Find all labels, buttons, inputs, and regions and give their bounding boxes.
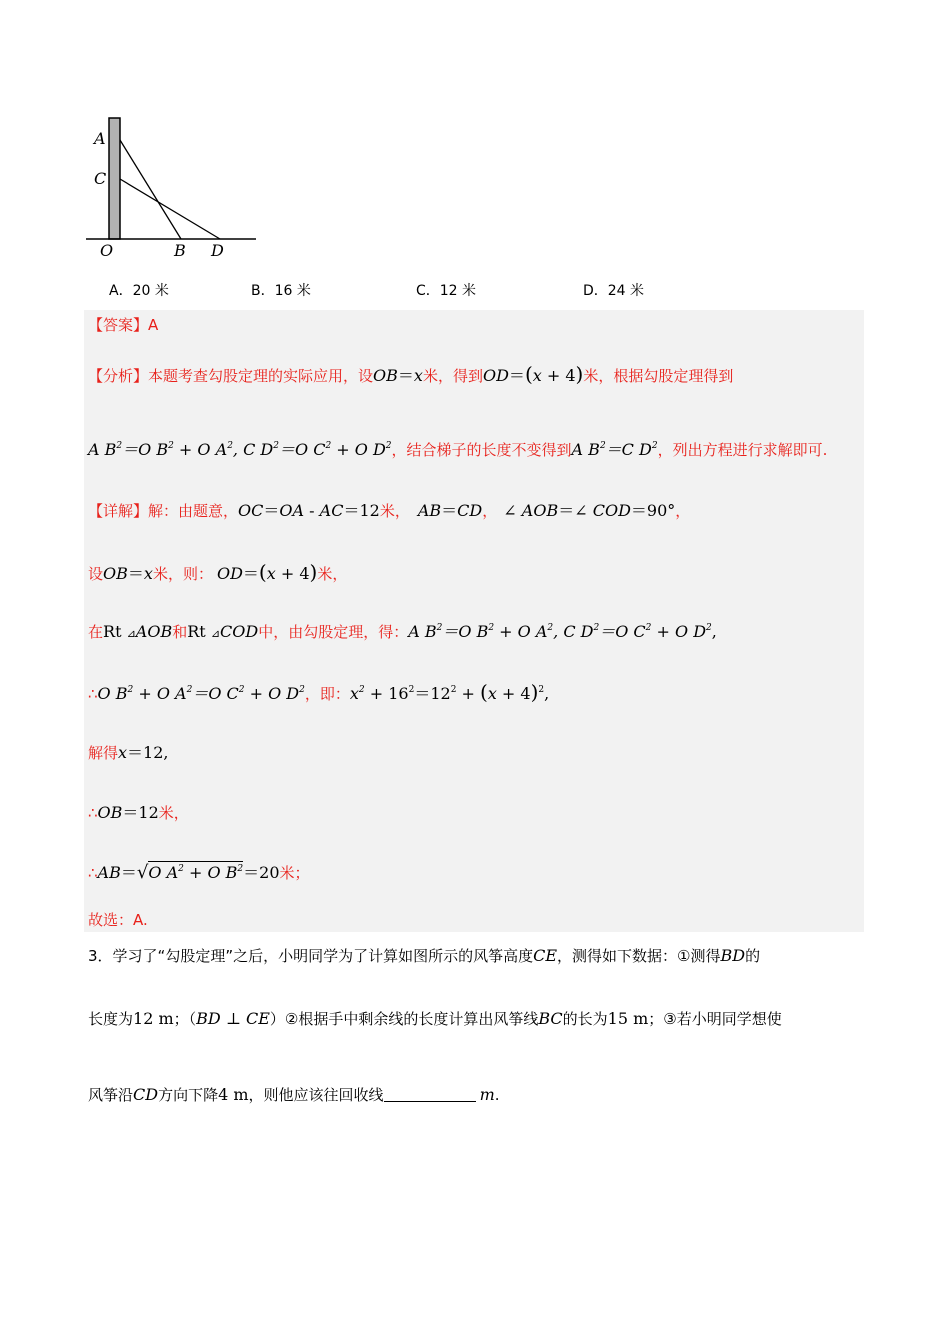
choice-c: C．12 米 [416, 283, 477, 299]
q3-l3c: ，则他应该往回收线 [248, 1086, 384, 1104]
detail-line-3: 在Rt ⊿AOB和Rt ⊿COD中，由勾股定理，得：A $B^2=O$ $B^2 + O$ $A^2$, C $D^2=O$ $C^2 + O$ $D^2$, [88, 622, 717, 641]
ladder-ab [120, 140, 181, 239]
answer-label: 【答案】A [88, 316, 159, 334]
q3-l3b: 方向下降 [158, 1086, 219, 1104]
q3-l1b: ，测得如下数据：①测得 [557, 947, 721, 965]
answer-blank[interactable] [384, 1085, 476, 1102]
q3-l2d: 的长为 [562, 1010, 608, 1028]
label-d: D [211, 241, 224, 260]
detail-conclusion [88, 908, 148, 932]
math-cd: CD [133, 1085, 159, 1104]
math-bc: BC [538, 1009, 563, 1028]
detail-line-7: ∴AB＝√O $A^2 + O$ $B^2=20$米； [88, 862, 310, 883]
analysis-line-2 [88, 438, 827, 462]
detail-text-3: ， [482, 502, 498, 520]
q3-l2c: ）②根据手中剩余线的长度计算出风筝线 [269, 1010, 539, 1028]
detail-line-4: ∴O $B^2 + O$ $A^2=O$ $C^2 + O$ $D^2$，即：$x^2 + 16^2=12^2 + (x + 4)^2$, [88, 680, 550, 704]
detail-l6b: 米， [158, 804, 189, 822]
math-ob-x: OB [103, 564, 128, 583]
analysis-text-3: 米，根据勾股定理得到 [583, 367, 734, 385]
detail-text-4: ， [675, 502, 691, 520]
ladder-figure [84, 112, 264, 262]
detail-l2a: 设 [88, 565, 104, 583]
analysis-text-4: ，结合梯子的长度不变得到 [391, 441, 572, 459]
math-4m: 4 m [218, 1085, 249, 1104]
detail-text-2: 米， [379, 502, 410, 520]
q3-l3a: 风筝沿 [88, 1086, 134, 1104]
unit-m: m [479, 1085, 495, 1104]
detail-l4a: ∴ [88, 685, 98, 703]
analysis-head: 【分析】 [88, 367, 149, 385]
question3-line-1 [88, 945, 760, 966]
detail-head: 【详解】 [88, 502, 149, 520]
q3-l1c: 的 [745, 947, 761, 965]
detail-line-5: 解得x＝12, [88, 743, 169, 762]
detail-l2c: 米， [317, 565, 348, 583]
detail-l4b: ，即： [304, 685, 350, 703]
math-rt-aob: Rt [103, 622, 127, 641]
math-pythag-pair-2: A $B^2=O$ $B^2 + O$ $A^2$, C $D^2=O$ $C^2 + O$ $D^2$ [408, 622, 712, 641]
choices-row [0, 280, 950, 302]
math-pythag-pair: A $B^2=O$ $B^2 + O$ $A^2$, C $D^2=O$ $C^2 + O$ $D^2$ [88, 440, 392, 459]
math-rt-cod: Rt [187, 622, 211, 641]
label-b: B [174, 241, 186, 260]
q3-l1a: 3．学习了“勾股定理”之后，小明同学为了计算如图所示的风筝高度 [88, 947, 534, 965]
choice-d: D．24 米 [583, 283, 645, 299]
label-o: O [100, 241, 114, 260]
math-bd: BD [720, 946, 746, 965]
q3-l2a: 长度为 [88, 1010, 134, 1028]
answer-line [88, 313, 158, 337]
wall-rect [109, 118, 120, 239]
detail-line-2: 设OB＝x米，则： OD＝(x + 4)米， [88, 560, 348, 584]
math-15m: 15 m [607, 1009, 649, 1028]
question3-line-2: 长度为12 m；（BD ⊥ CE）②根据手中剩余线的长度计算出风筝线BC的长为15 m；③若小明同学想使 [88, 1009, 782, 1028]
label-a: A [94, 129, 106, 148]
detail-line-1: 【详解】解：由题意，OC＝OA - AC＝12米， AB＝CD， ∠ AOB＝∠ COD＝90°， [88, 501, 691, 520]
math-ce: CE [533, 946, 558, 965]
math-equal-sums: O $B^2 + O$ $A^2=O$ $C^2 + O$ $D^2$ [97, 684, 305, 703]
detail-l7b: 米； [279, 864, 310, 882]
analysis-text-1: 本题考查勾股定理的实际应用，设 [148, 367, 374, 385]
math-bd-perp-ce: BD [196, 1009, 221, 1028]
analysis-text-2: 米，得到 [422, 367, 483, 385]
math-angles: ∠ [503, 501, 522, 520]
math-equation: $x^2$ [349, 684, 365, 703]
conclusion-text: 故选：A. [88, 911, 148, 929]
analysis-text-5: ，列出方程进行求解即可. [657, 441, 828, 459]
math-x-12: x [118, 743, 128, 762]
detail-text-1: 解：由题意， [148, 502, 239, 520]
detail-line-6: ∴OB＝12米， [88, 803, 189, 822]
math-oc: OC [238, 501, 264, 520]
math-od-eq: OD [482, 366, 509, 385]
label-c: C [94, 169, 107, 188]
ladder-cd [120, 179, 220, 239]
detail-l2b: 米，则： [152, 565, 213, 583]
q3-l2b: ；（ [173, 1010, 197, 1028]
math-ab-sqrt: AB [97, 863, 121, 882]
detail-l3c: 中，由勾股定理，得： [258, 623, 409, 641]
detail-l7a: ∴ [88, 864, 98, 882]
math-od-x4: OD [216, 564, 243, 583]
q3-l2e: ；③若小明同学想使 [648, 1010, 782, 1028]
math-ob-eq-x: OB [373, 366, 398, 385]
math-ab-eq-cd: A $B^2=C$ $D^2$ [571, 440, 658, 459]
detail-l5a: 解得 [88, 744, 119, 762]
ladder-diagram [84, 112, 264, 262]
question3-line-3 [88, 1084, 500, 1105]
math-ob-12: OB [97, 803, 123, 822]
math-12m: 12 m [133, 1009, 174, 1028]
analysis-line: 【分析】本题考查勾股定理的实际应用，设OB＝x米，得到OD＝(x + 4)米，根据勾股定理得到 [88, 362, 734, 386]
choice-b: B．16 米 [251, 283, 311, 299]
detail-l6a: ∴ [88, 804, 98, 822]
detail-l3a: 在 [88, 623, 104, 641]
detail-l3b: 和 [172, 623, 188, 641]
q3-l3d: . [494, 1086, 500, 1104]
math-ab-cd: AB [417, 501, 442, 520]
choice-a: A．20 米 [109, 283, 169, 299]
